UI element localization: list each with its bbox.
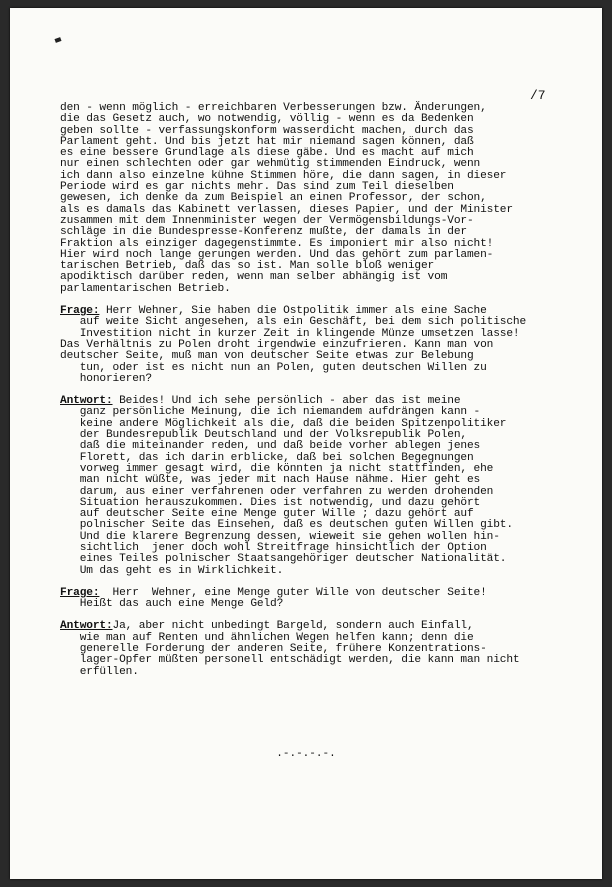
text-line: Frage: Herr Wehner, eine Menge guter Wille von deutscher Seite! <box>60 586 487 599</box>
text-line: Antwort: Beides! Und ich sehe persönlich - aber das ist meine <box>60 395 461 408</box>
text-line: Parlament geht. Und bis jetzt hat mir niemand sagen können, daß <box>60 135 474 148</box>
question-2 <box>60 588 565 611</box>
text-line: Frage: Herr Wehner, Sie haben die Ostpolitik immer als eine Sache <box>60 305 487 318</box>
text-line: die das Gesetz auch, wo notwendig, völlig - wenn es da Bedenken <box>60 113 474 126</box>
text-line: Florett, das ich darin erblicke, daß bei solchen Begegnungen <box>60 451 474 464</box>
text-line: eines Teiles polnischer Staatsangehöriger deutscher Nationalität. <box>60 553 507 566</box>
text-line: keine andere Möglichkeit als die, daß die beiden Spitzenpolitiker <box>60 417 507 430</box>
text-line: lager-Opfer müßten personell entschädigt werden, die kann man nicht <box>60 654 520 667</box>
text-line: den - wenn möglich - erreichbaren Verbesserungen bzw. Änderungen, <box>60 102 487 114</box>
text-line: Das Verhältnis zu Polen droht irgendwie einzufrieren. Kann man von <box>60 338 494 351</box>
text-line: tarischen Betrieb, daß das so ist. Man solle bloß weniger <box>60 260 435 273</box>
text-line: sichtlich jener doch wohl Streitfrage hinsichtlich der Option <box>60 541 487 554</box>
text-line: Und die klarere Begrenzung dessen, wieweit sie gehen wollen hin- <box>60 530 500 543</box>
scan-mark <box>54 37 61 43</box>
text-line: ganz persönliche Meinung, die ich niemandem aufdrängen kann - <box>60 406 481 419</box>
text-line: generelle Forderung der anderen Seite, frühere Konzentrations- <box>60 643 487 656</box>
text-line: Fraktion als einziger dagegenstimmte. Es imponiert mir also nicht! <box>60 237 494 250</box>
text-line: ich dann also einzelne kühne Stimmen höre, die dann sagen, in dieser <box>60 169 507 182</box>
text-line: apodiktisch darüber reden, wenn man selber abhängig ist vom <box>60 271 448 284</box>
text-line: auf deutscher Seite eine Menge guter Wille ; dazu gehört auf <box>60 508 474 521</box>
text-line: polnischer Seite das Einsehen, daß es deutschen guten Willen gibt. <box>60 519 513 532</box>
text-line: auf weite Sicht angesehen, als ein Geschäft, bei dem sich politische <box>60 316 527 329</box>
text-line: der Bundesrepublik Deutschland und der Volksrepublik Polen, <box>60 429 467 442</box>
speaker-label: Frage: <box>60 586 100 599</box>
question-1 <box>60 306 565 385</box>
text-line: Hier wird noch lange gerungen werden. Und das gehört zum parlamen- <box>60 248 494 261</box>
text-line: erfüllen. <box>60 665 139 678</box>
closing-mark: .-.-.-.-. <box>276 748 336 760</box>
text-line: darum, aus einer verfahrenen oder verfahren zu werden drohenden <box>60 485 494 498</box>
text-line: gewesen, ich denke da zum Beispiel an einen Professor, der schon, <box>60 192 487 205</box>
document-body <box>60 103 565 689</box>
text-line: nur einen schlechten oder gar wehmütig stimmenden Eindruck, wenn <box>60 158 481 171</box>
paragraph-intro <box>60 103 565 295</box>
document-page <box>10 8 602 879</box>
text-line: tun, oder ist es nicht nun an Polen, guten deutschen Willen zu <box>60 361 487 374</box>
text-line: als es damals das Kabinett verlassen, dieses Papier, und der Minister <box>60 203 513 216</box>
text-line: Antwort:Ja, aber nicht unbedingt Bargeld, sondern auch Einfall, <box>60 620 474 633</box>
text-line: deutscher Seite, muß man von deutscher Seite etwas zur Belebung <box>60 350 474 363</box>
text-line: Heißt das auch eine Menge Geld? <box>60 598 284 611</box>
answer-2 <box>60 621 565 677</box>
answer-1 <box>60 396 565 577</box>
text-line: vorweg immer gesagt wird, die könnten ja nicht stattfinden, ehe <box>60 462 494 475</box>
text-line: schläge in die Bundespresse-Konferenz mußte, der damals in der <box>60 226 467 239</box>
text-line: Investition nicht in kurzer Zeit in klingende Münze umsetzen lasse! <box>60 327 520 340</box>
text-line: man nicht wüßte, was jeder mit nach Hause nähme. Hier geht es <box>60 474 481 487</box>
text-line: es eine bessere Grundlage als diese gäbe. Und es macht auf mich <box>60 147 474 160</box>
text-line: geben sollte - verfassungskonform wasserdicht machen, durch das <box>60 124 474 137</box>
text-line: Periode wird es gar nichts mehr. Das sind zum Teil dieselben <box>60 181 454 194</box>
text-line: parlamentarischen Betrieb. <box>60 282 231 295</box>
text-line: honorieren? <box>60 372 152 385</box>
text-line: zusammen mit dem Innenminister wegen der Vermögensbildungs-Vor- <box>60 214 474 227</box>
text-line: Um das geht es in Wirklichkeit. <box>60 564 284 577</box>
speaker-label: Antwort: <box>60 395 113 408</box>
speaker-label: Frage: <box>60 305 100 318</box>
text-line: Situation herauszukommen. Dies ist notwendig, und dazu gehört <box>60 496 481 509</box>
text-line: wie man auf Renten und ähnlichen Wegen helfen kann; denn die <box>60 631 474 644</box>
page-number: /7 <box>530 88 546 103</box>
speaker-label: Antwort: <box>60 620 113 633</box>
text-line: daß die miteinander reden, und daß beide vorher ablegen jenes <box>60 440 481 453</box>
